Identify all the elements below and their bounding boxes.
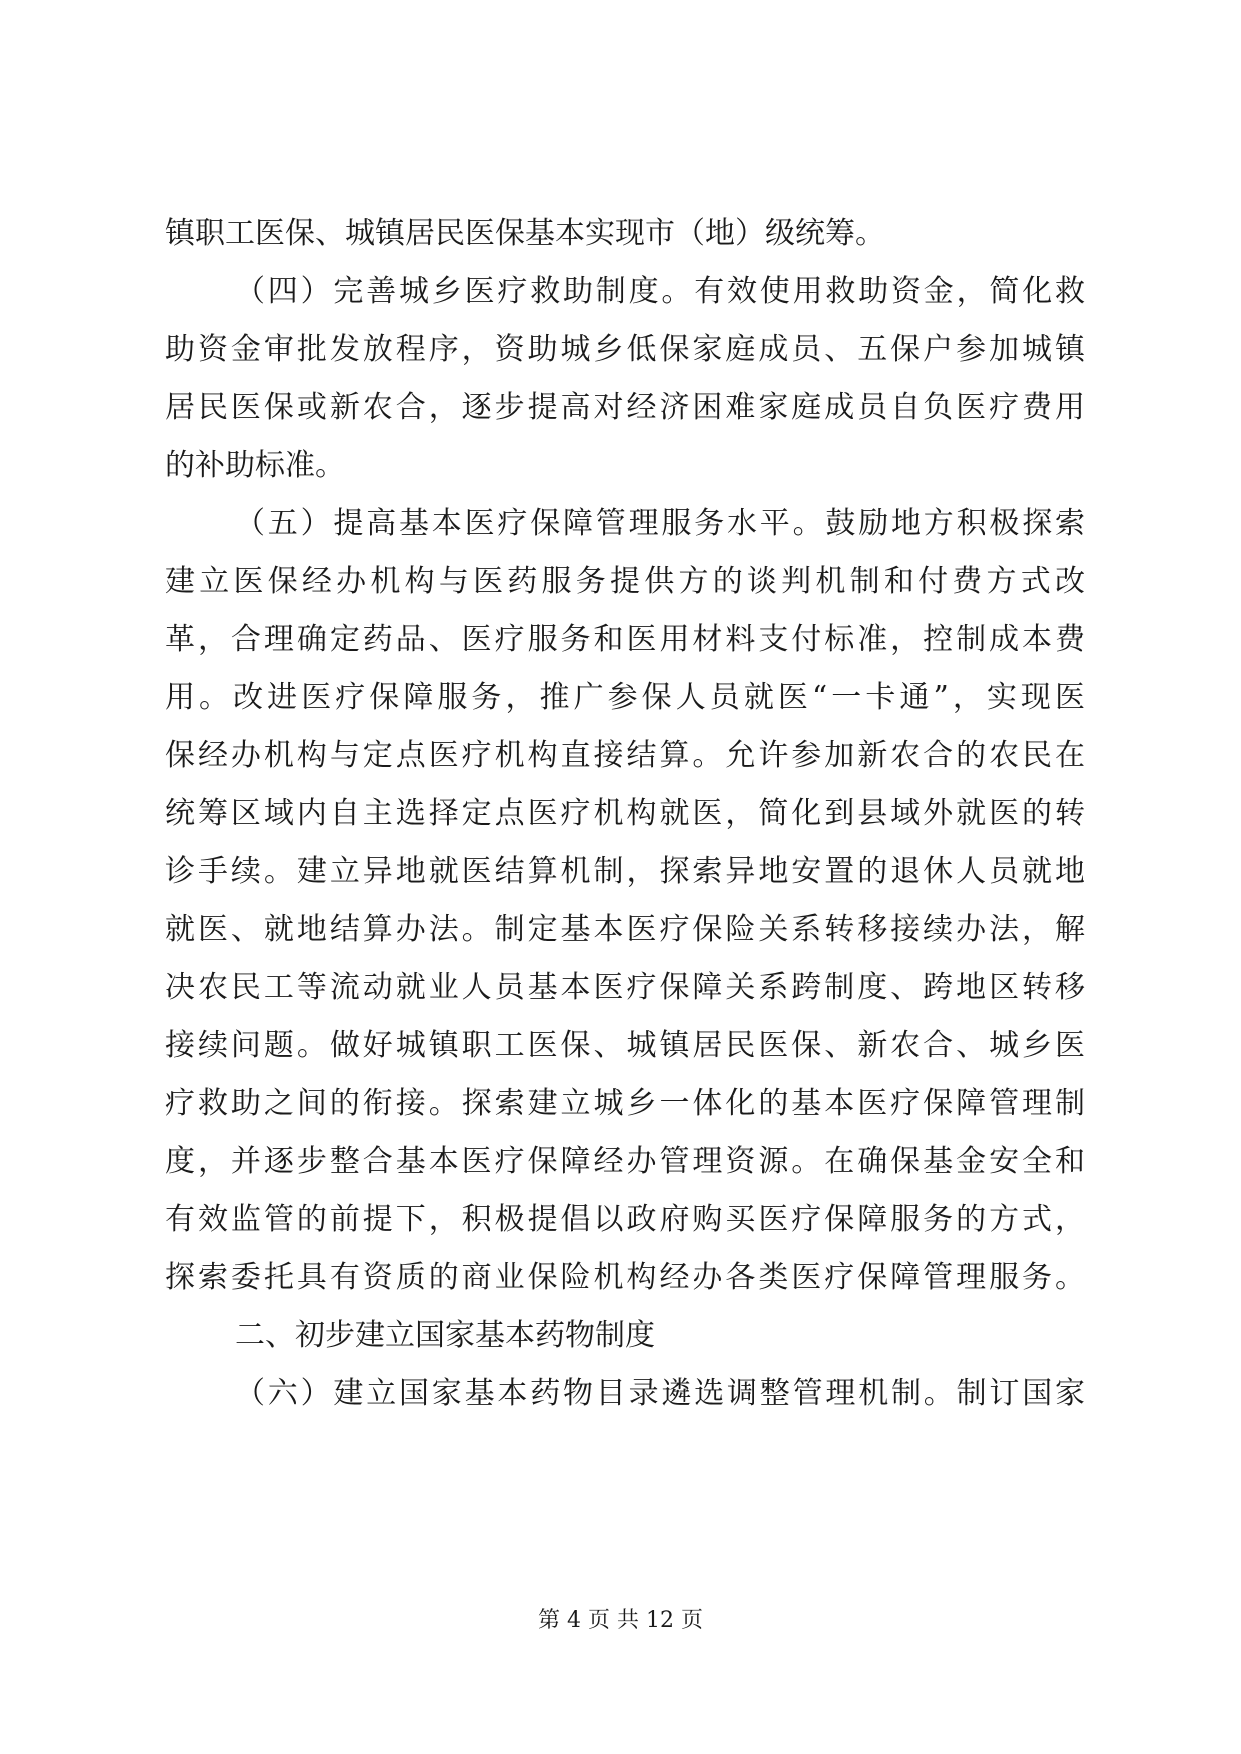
text-line-6: （五）提高基本医疗保障管理服务水平。鼓励地方积极探索 [235, 506, 1085, 541]
text-line-3: 助资金审批发放程序，资助城乡低保家庭成员、五保户参加城镇 [165, 332, 1085, 367]
text-line-2: （四）完善城乡医疗救助制度。有效使用救助资金，简化救 [235, 274, 1085, 309]
text-line-16: 疗救助之间的衔接。探索建立城乡一体化的基本医疗保障管理制 [165, 1086, 1085, 1121]
text-line-12: 诊手续。建立异地就医结算机制，探索异地安置的退休人员就地 [165, 854, 1085, 889]
text-line-5: 的补助标准。 [165, 448, 345, 483]
text-line-9: 用。改进医疗保障服务，推广参保人员就医“一卡通”，实现医 [165, 680, 1085, 715]
text-line-19: 探索委托具有资质的商业保险机构经办各类医疗保障管理服务。 [165, 1260, 1085, 1295]
page-footer: 第 4 页 共 12 页 [538, 1608, 703, 1633]
text-line-17: 度，并逐步整合基本医疗保障经办管理资源。在确保基金安全和 [165, 1144, 1085, 1179]
text-line-7: 建立医保经办机构与医药服务提供方的谈判机制和付费方式改 [165, 564, 1085, 599]
text-line-4: 居民医保或新农合，逐步提高对经济困难家庭成员自负医疗费用 [165, 390, 1085, 425]
section-heading: 二、初步建立国家基本药物制度 [235, 1318, 655, 1353]
text-line-8: 革，合理确定药品、医疗服务和医用材料支付标准，控制成本费 [165, 622, 1085, 657]
text-line-13: 就医、就地结算办法。制定基本医疗保险关系转移接续办法，解 [165, 912, 1085, 947]
text-line-1: 镇职工医保、城镇居民医保基本实现市（地）级统筹。 [165, 216, 885, 251]
text-line-11: 统筹区域内自主选择定点医疗机构就医，简化到县域外就医的转 [165, 796, 1085, 831]
text-line-10: 保经办机构与定点医疗机构直接结算。允许参加新农合的农民在 [165, 738, 1085, 773]
text-line-14: 决农民工等流动就业人员基本医疗保障关系跨制度、跨地区转移 [165, 970, 1085, 1005]
text-line-21: （六）建立国家基本药物目录遴选调整管理机制。制订国家 [235, 1376, 1085, 1411]
text-line-15: 接续问题。做好城镇职工医保、城镇居民医保、新农合、城乡医 [165, 1028, 1085, 1063]
text-line-18: 有效监管的前提下，积极提倡以政府购买医疗保障服务的方式， [165, 1202, 1085, 1237]
